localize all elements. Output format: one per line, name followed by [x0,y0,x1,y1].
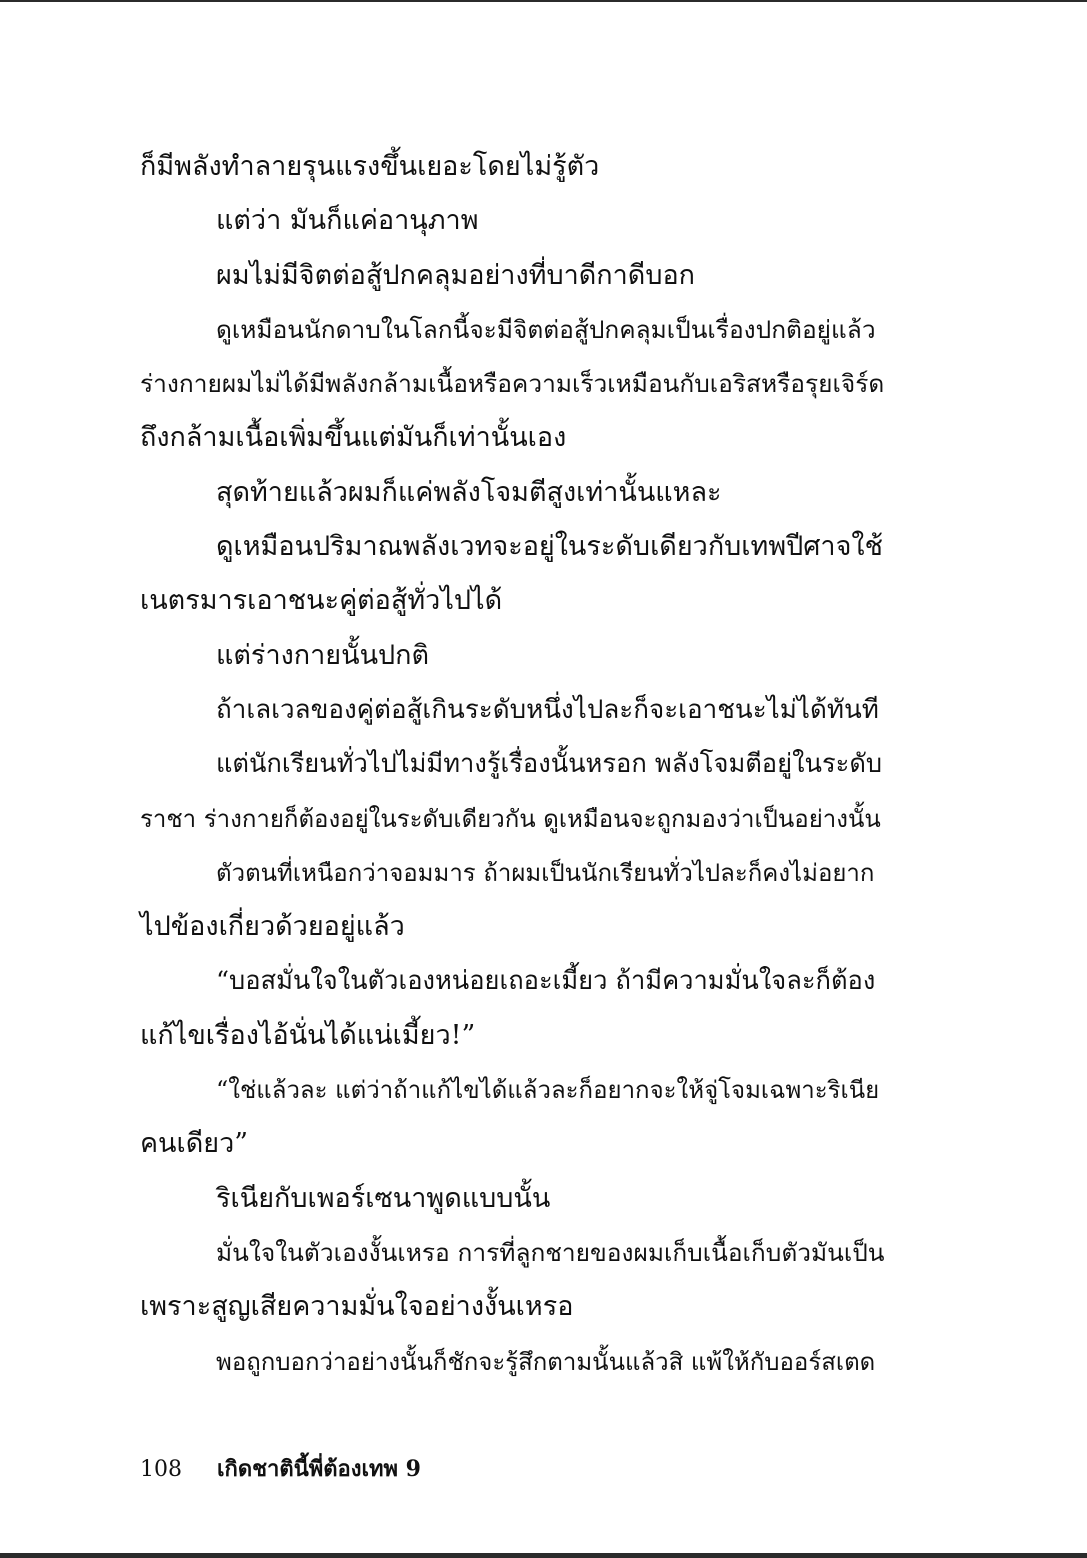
text-line: “ใช่แล้วละ แต่ว่าถ้าแก้ไขได้แล้วละก็อยากจะให้จู่โจมเฉพาะริเนีย [216,1076,880,1105]
text-line: ดูเหมือนปริมาณพลังเวทจะอยู่ในระดับเดียวกับเทพปีศาจใช้ [216,531,883,563]
text-line: ถ้าเลเวลของคู่ต่อสู้เกินระดับหนึ่งไปละก็จะเอาชนะไม่ได้ทันที [216,694,879,725]
text-line: เพราะสูญเสียความมั่นใจอย่างงั้นเหรอ [140,1291,574,1323]
text-line: แต่ร่างกายนั้นปกติ [216,639,430,671]
text-line: ถึงกล้ามเนื้อเพิ่มขึ้นแต่มันก็เท่านั้นเอง [140,422,567,454]
text-line: เนตรมารเอาชนะคู่ต่อสู้ทั่วไปได้ [140,585,503,617]
text-line: ร่างกายผมไม่ได้มีพลังกล้ามเนื้อหรือความเร็วเหมือนกับเอริสหรือรุยเจิร์ด [140,369,885,399]
text-line: แก้ไขเรื่องไอ้นั่นได้แน่เมี้ยว!” [140,1019,476,1051]
text-line: ก็มีพลังทำลายรุนแรงขึ้นเยอะโดยไม่รู้ตัว [140,151,600,182]
text-line: แต่ว่า มันก็แค่อานุภาพ [216,205,479,237]
text-line: ไปข้องเกี่ยวด้วยอยู่แล้ว [140,911,405,943]
text-line: ริเนียกับเพอร์เซนาพูดแบบนั้น [216,1182,551,1214]
page-body-text [140,140,885,1389]
text-line: “บอสมั่นใจในตัวเองหน่อยเถอะเมี้ยว ถ้ามีความมั่นใจละก็ต้อง [216,966,876,997]
text-line: มั่นใจในตัวเองงั้นเหรอ การที่ลูกชายของผมเก็บเนื้อเก็บตัวมันเป็น [216,1237,885,1267]
top-border-line [0,0,1087,2]
text-line: คนเดียว” [140,1128,249,1160]
text-line: ผมไม่มีจิตต่อสู้ปกคลุมอย่างที่บาดีกาดีบอก [216,259,696,291]
text-line: แต่นักเรียนทั่วไปไม่มีทางรู้เรื่องนั้นหรอก พลังโจมตีอยู่ในระดับ [216,749,883,780]
bottom-border-line [0,1553,1087,1558]
page-number: 108 [140,1457,182,1482]
page-footer [140,1451,421,1487]
text-line: ตัวตนที่เหนือกว่าจอมมาร ถ้าผมเป็นนักเรียนทั่วไปละก็คงไม่อยาก [216,858,875,887]
book-title: เกิดชาตินี้พี่ต้องเทพ 9 [217,1456,421,1482]
text-line: ดูเหมือนนักดาบในโลกนี้จะมีจิตต่อสู้ปกคลุมเป็นเรื่องปกติอยู่แล้ว [216,314,876,344]
text-line: ราชา ร่างกายก็ต้องอยู่ในระดับเดียวกัน ดูเหมือนจะถูกมองว่าเป็นอย่างนั้น [140,804,881,833]
text-line: พอถูกบอกว่าอย่างนั้นก็ชักจะรู้สึกตามนั้นแล้วสิ แพ้ให้กับออร์สเตด [216,1347,876,1376]
text-line: สุดท้ายแล้วผมก็แค่พลังโจมตีสูงเท่านั้นแหละ [216,476,722,508]
